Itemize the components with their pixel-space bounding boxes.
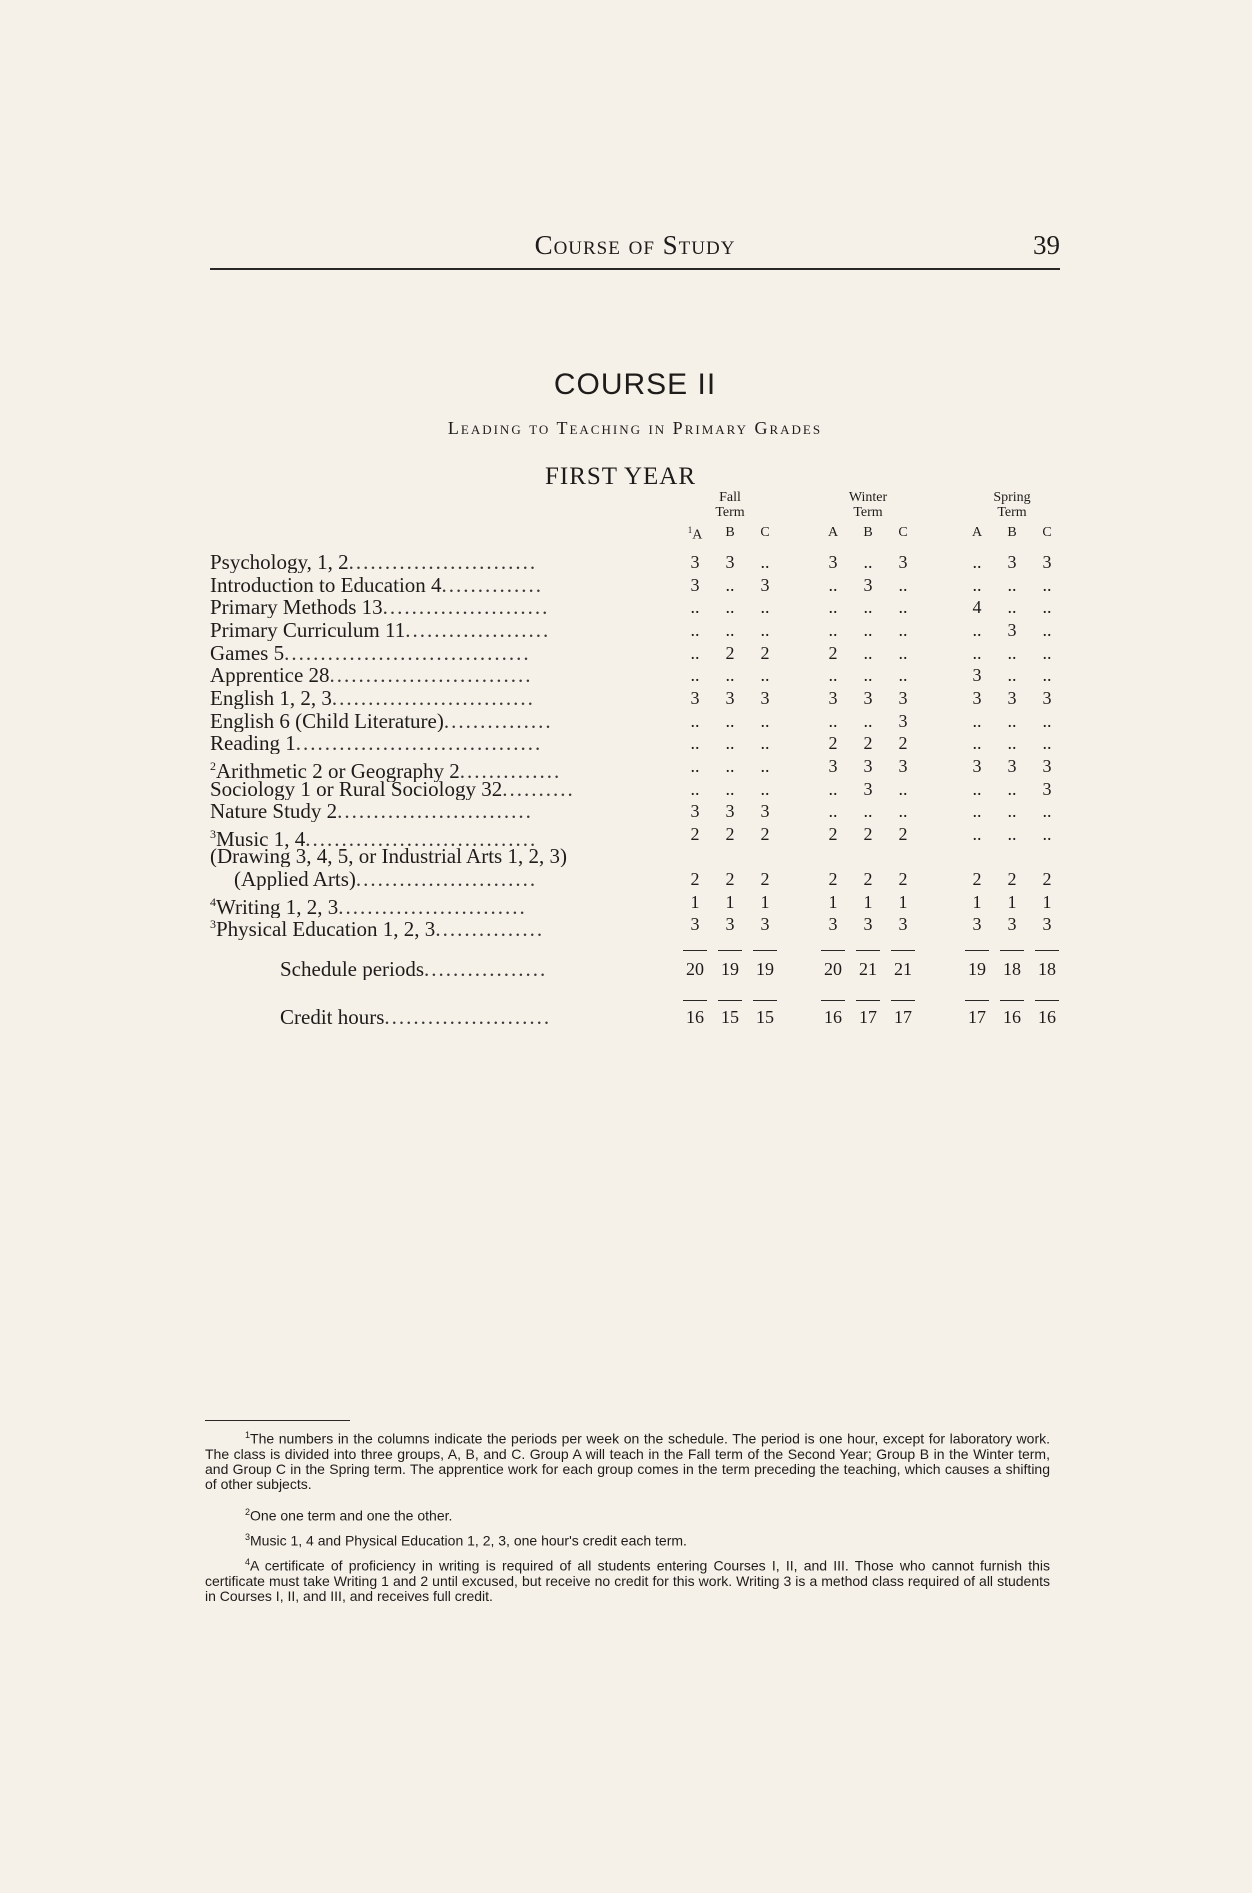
subject-name: Reading 1 xyxy=(210,732,296,755)
leader-dots: ................................ xyxy=(305,826,538,850)
hours-cell: 3 xyxy=(972,687,982,708)
hours-cell: .. xyxy=(1007,665,1017,686)
hours-cell: .. xyxy=(863,597,873,618)
hours-cell: .. xyxy=(725,619,735,640)
hours-cell: 1 xyxy=(690,891,700,912)
hours-cell: .. xyxy=(828,597,838,618)
term-header-fall xyxy=(675,490,785,520)
total-cell: 16 xyxy=(686,1007,704,1027)
column-rule xyxy=(753,950,777,951)
leader-dots: .............. xyxy=(459,758,562,782)
hours-cell: .. xyxy=(828,574,838,595)
hours-cell: .. xyxy=(690,755,700,776)
hours-cell: .. xyxy=(1042,733,1052,754)
hours-cell: 1 xyxy=(972,891,982,912)
hours-cell: 2 xyxy=(898,869,908,890)
subject-row-label xyxy=(210,710,670,732)
total-cell: 21 xyxy=(859,959,877,979)
total-cell: 15 xyxy=(756,1007,774,1027)
hours-cell: 3 xyxy=(972,665,982,686)
footnote-mark: 4 xyxy=(245,1557,251,1567)
hours-cell: .. xyxy=(690,778,700,799)
hours-cell: 3 xyxy=(898,552,908,572)
total-cell: 17 xyxy=(894,1007,912,1027)
column-rule xyxy=(683,1000,707,1001)
total-cell: 18 xyxy=(1038,959,1056,979)
hours-cell: 3 xyxy=(1007,755,1017,776)
total-cell: 20 xyxy=(686,959,704,979)
hours-cell: 2 xyxy=(760,823,770,844)
hours-cell: .. xyxy=(690,597,700,618)
column-rule xyxy=(753,1000,777,1001)
total-cell: 17 xyxy=(859,1007,877,1027)
column-rule xyxy=(891,950,915,951)
hours-cell: 2 xyxy=(828,869,838,890)
leader-dots: .................... xyxy=(405,618,551,641)
hours-cell: .. xyxy=(828,665,838,686)
subject-name: Psychology, 1, 2 xyxy=(210,551,349,573)
total-row-label xyxy=(210,1006,670,1028)
hours-cell: 3 xyxy=(760,687,770,708)
column-rule xyxy=(1035,1000,1059,1001)
leader-dots: ............................ xyxy=(329,664,533,687)
hours-cell: 2 xyxy=(898,733,908,754)
column-rule xyxy=(683,950,707,951)
subject-name: English 1, 2, 3 xyxy=(210,686,332,709)
hours-cell: 3 xyxy=(1007,687,1017,708)
hours-cell: .. xyxy=(1007,801,1017,822)
hours-cell: 3 xyxy=(972,914,982,935)
course-subtitle: Leading to Teaching in Primary Grades xyxy=(447,418,823,438)
subject-name: Nature Study 2 xyxy=(210,800,338,823)
hours-cell: .. xyxy=(828,801,838,822)
hours-cell: 3 xyxy=(898,914,908,935)
total-cell: 21 xyxy=(894,959,912,979)
hours-cell: .. xyxy=(1042,801,1052,822)
hours-cell: 1 xyxy=(898,891,908,912)
hours-cell: 3 xyxy=(690,801,700,822)
total-cell: 16 xyxy=(1038,1007,1056,1027)
hours-cell: 2 xyxy=(1042,869,1052,890)
subject-row-label xyxy=(210,778,670,800)
column-letter-a: $^1$A xyxy=(687,525,703,543)
hours-cell: 3 xyxy=(1042,552,1052,572)
hours-cell: .. xyxy=(898,574,908,595)
hours-cell: .. xyxy=(863,710,873,731)
term-name: Winter xyxy=(848,490,888,505)
hours-cell: 3 xyxy=(828,552,838,572)
subject-row-label xyxy=(210,642,670,664)
total-cell: 15 xyxy=(721,1007,739,1027)
hours-cell: .. xyxy=(1007,597,1017,618)
hours-cell: 2 xyxy=(725,642,735,663)
hours-cell: 2 xyxy=(863,733,873,754)
hours-cell: 3 xyxy=(863,778,873,799)
page-number: 39 xyxy=(1033,230,1060,260)
hours-cell: 2 xyxy=(690,823,700,844)
total-cell: 17 xyxy=(968,1007,986,1027)
hours-cell: .. xyxy=(725,665,735,686)
term-label: Term xyxy=(853,505,883,520)
hours-cell: .. xyxy=(1042,597,1052,618)
leader-dots: ............... xyxy=(443,709,553,732)
hours-cell: .. xyxy=(725,597,735,618)
subject-name: Physical Education 1, 2, 3 xyxy=(216,917,436,941)
footnote-text: One one term and one the other. xyxy=(250,1507,453,1524)
hours-cell: .. xyxy=(725,778,735,799)
hours-cell: .. xyxy=(898,778,908,799)
subject-name: (Applied Arts) xyxy=(234,868,356,891)
footnote-3 xyxy=(205,1530,1050,1549)
term-name: Spring xyxy=(993,490,1031,505)
hours-cell: .. xyxy=(828,619,838,640)
hours-cell: 2 xyxy=(1007,869,1017,890)
column-rule xyxy=(1000,1000,1024,1001)
column-rule xyxy=(965,950,989,951)
column-rule xyxy=(891,1000,915,1001)
footnote-mark: 2 xyxy=(245,1507,251,1517)
hours-cell: 3 xyxy=(760,574,770,595)
column-letter-b: B xyxy=(725,525,735,540)
hours-cell: 3 xyxy=(863,914,873,935)
column-letter-c: C xyxy=(1042,525,1052,540)
hours-cell: 3 xyxy=(898,710,908,731)
term-name: Fall xyxy=(719,490,741,505)
hours-cell: .. xyxy=(690,733,700,754)
leader-dots: .................................. xyxy=(284,641,531,664)
subject-name: Writing 1, 2, 3 xyxy=(216,894,339,918)
hours-cell: 3 xyxy=(725,801,735,822)
footnote-mark: 3 xyxy=(245,1532,251,1542)
column-letter-b: B xyxy=(1007,525,1017,540)
leader-dots: .......... xyxy=(502,777,575,800)
footnote-text: A certificate of proficiency in writing is required of all students entering Courses I, II, and III. Those who cannot furnish this certificate must take Writing 1 and 2 until excused, but receive no credit for this work. Writing 3 is a method class required of all students in Courses I, II, and III, and receives full credit. xyxy=(205,1557,1050,1604)
subject-name: Music 1, 4 xyxy=(216,826,306,850)
total-name: Credit hours xyxy=(280,1006,385,1028)
hours-cell: .. xyxy=(760,597,770,618)
total-row-label xyxy=(210,958,670,980)
subject-row-label xyxy=(210,596,670,618)
hours-cell: 2 xyxy=(828,823,838,844)
subject-name: English 6 (Child Literature) xyxy=(210,709,444,732)
hours-cell: .. xyxy=(828,778,838,799)
subject-row-label xyxy=(210,664,670,686)
hours-cell: .. xyxy=(760,619,770,640)
hours-cell: 3 xyxy=(760,801,770,822)
column-letter-c: C xyxy=(760,525,770,540)
hours-cell: .. xyxy=(725,574,735,595)
hours-cell: .. xyxy=(725,733,735,754)
subject-name: Primary Methods 13 xyxy=(210,596,383,619)
hours-cell: 3 xyxy=(725,687,735,708)
hours-cell: 1 xyxy=(863,891,873,912)
hours-cell: .. xyxy=(1042,642,1052,663)
subject-name: Games 5 xyxy=(210,641,285,664)
total-cell: 16 xyxy=(1003,1007,1021,1027)
hours-cell: 1 xyxy=(760,891,770,912)
total-cell: 18 xyxy=(1003,959,1021,979)
footnote-1 xyxy=(205,1428,1050,1492)
hours-cell: .. xyxy=(972,552,982,572)
hours-cell: 3 xyxy=(1042,687,1052,708)
hours-cell: 2 xyxy=(760,642,770,663)
hours-cell: 3 xyxy=(1007,619,1017,640)
hours-cell: 2 xyxy=(725,869,735,890)
hours-cell: .. xyxy=(972,642,982,663)
leader-dots: .................................. xyxy=(295,732,543,755)
subject-name: Sociology 1 or Rural Sociology 32 xyxy=(210,777,503,800)
hours-cell: 3 xyxy=(898,755,908,776)
hours-cell: .. xyxy=(760,710,770,731)
hours-cell: .. xyxy=(725,755,735,776)
hours-cell: .. xyxy=(972,778,982,799)
hours-cell: .. xyxy=(1042,619,1052,640)
column-rule xyxy=(718,1000,742,1001)
hours-cell: .. xyxy=(1042,665,1052,686)
term-header-winter xyxy=(813,490,923,520)
course-title: COURSE II xyxy=(553,368,717,401)
hours-cell: .. xyxy=(1007,574,1017,595)
footnote-2 xyxy=(205,1505,1050,1524)
footnote-divider xyxy=(205,1420,350,1421)
hours-cell: .. xyxy=(1007,823,1017,844)
leader-dots: .......................... xyxy=(338,894,527,918)
total-cell: 16 xyxy=(824,1007,842,1027)
subject-row-label xyxy=(210,732,670,754)
footnote-text: The numbers in the columns indicate the periods per week on the schedule. The period is one hour, except for laboratory work. The class is divided into three groups, A, B, and C. Group A will teach in the Fall term of the Second Year; Group B in the Winter term, and Group C in the Spring term. The apprentice work for each group comes in the term preceding the teaching, which causes a shifting of other subjects. xyxy=(205,1430,1050,1492)
hours-cell: .. xyxy=(972,574,982,595)
subject-row-label xyxy=(210,913,670,940)
hours-cell: .. xyxy=(690,710,700,731)
subject-name: Introduction to Education 4 xyxy=(210,573,442,596)
hours-cell: 3 xyxy=(863,687,873,708)
hours-cell: .. xyxy=(972,733,982,754)
subject-name: (Drawing 3, 4, 5, or Industrial Arts 1, 2, 3) xyxy=(210,845,567,868)
hours-cell: 3 xyxy=(1007,552,1017,572)
hours-cell: 2 xyxy=(898,823,908,844)
hours-cell: 4 xyxy=(972,597,982,618)
hours-cell: 2 xyxy=(828,642,838,663)
footnote-mark: 3 xyxy=(210,917,216,932)
hours-cell: 3 xyxy=(898,687,908,708)
leader-dots: ............................ xyxy=(331,686,535,709)
hours-cell: .. xyxy=(863,619,873,640)
hours-cell: .. xyxy=(898,619,908,640)
leader-dots: .............. xyxy=(441,573,544,596)
total-cell: 19 xyxy=(756,959,774,979)
column-rule xyxy=(856,950,880,951)
hours-cell: .. xyxy=(1007,710,1017,731)
subject-name: Apprentice 28 xyxy=(210,664,330,687)
footnote-4 xyxy=(205,1555,1050,1604)
hours-cell: .. xyxy=(972,801,982,822)
hours-cell: 2 xyxy=(725,823,735,844)
hours-cell: .. xyxy=(972,823,982,844)
term-label: Term xyxy=(997,505,1027,520)
hours-cell: .. xyxy=(972,619,982,640)
hours-cell: .. xyxy=(863,552,873,572)
hours-cell: 2 xyxy=(863,869,873,890)
hours-cell: 3 xyxy=(828,755,838,776)
total-cell: 20 xyxy=(824,959,842,979)
hours-cell: .. xyxy=(1042,823,1052,844)
hours-cell: .. xyxy=(1007,642,1017,663)
leader-dots: ................. xyxy=(424,958,548,980)
hours-cell: .. xyxy=(972,710,982,731)
hours-cell: 2 xyxy=(828,733,838,754)
footnote-mark: 4 xyxy=(210,894,216,909)
footnote-mark: 1 xyxy=(245,1430,251,1440)
hours-cell: 3 xyxy=(1042,914,1052,935)
hours-cell: .. xyxy=(1042,710,1052,731)
leader-dots: .......................... xyxy=(348,551,538,573)
term-label: Term xyxy=(715,505,745,520)
subject-row-label xyxy=(210,845,670,867)
hours-cell: .. xyxy=(898,801,908,822)
column-letter-b: B xyxy=(863,525,873,540)
hours-cell: 1 xyxy=(828,891,838,912)
hours-cell: 3 xyxy=(690,914,700,935)
hours-cell: .. xyxy=(898,597,908,618)
hours-cell: 3 xyxy=(725,552,735,572)
subject-row-label xyxy=(210,551,670,573)
column-letter-a: A xyxy=(827,525,839,540)
column-letter-c: C xyxy=(898,525,908,540)
footnote-mark: 1 xyxy=(687,525,693,535)
leader-dots: ............... xyxy=(435,917,545,941)
footnote-mark: 3 xyxy=(210,826,216,841)
hours-cell: .. xyxy=(690,619,700,640)
hours-cell: .. xyxy=(690,642,700,663)
total-cell: 19 xyxy=(721,959,739,979)
hours-cell: 2 xyxy=(863,823,873,844)
hours-cell: .. xyxy=(760,552,770,572)
hours-cell: .. xyxy=(863,642,873,663)
hours-cell: 3 xyxy=(760,914,770,935)
hours-cell: .. xyxy=(760,755,770,776)
subject-name: Primary Curriculum 11 xyxy=(210,618,406,641)
hours-cell: 3 xyxy=(1007,914,1017,935)
subject-row-label xyxy=(210,868,694,890)
year-title: FIRST YEAR xyxy=(545,463,697,490)
column-rule xyxy=(965,1000,989,1001)
leader-dots: ....................... xyxy=(384,1006,552,1028)
footnote-text: Music 1, 4 and Physical Education 1, 2, 3, one hour's credit each term. xyxy=(250,1532,687,1549)
hours-cell: 3 xyxy=(863,574,873,595)
total-name: Schedule periods xyxy=(280,958,425,980)
total-cell: 19 xyxy=(968,959,986,979)
subject-row-label xyxy=(210,800,670,822)
hours-cell: .. xyxy=(898,665,908,686)
column-rule xyxy=(1000,950,1024,951)
hours-cell: .. xyxy=(863,665,873,686)
hours-cell: 3 xyxy=(1042,778,1052,799)
hours-cell: 3 xyxy=(1042,755,1052,776)
hours-cell: 1 xyxy=(1042,891,1052,912)
hours-cell: .. xyxy=(690,665,700,686)
term-header-spring xyxy=(957,490,1067,520)
hours-cell: 3 xyxy=(828,687,838,708)
leader-dots: ........................... xyxy=(337,800,533,823)
hours-cell: .. xyxy=(1007,733,1017,754)
hours-cell: 2 xyxy=(690,869,700,890)
subject-row-label xyxy=(210,574,670,596)
hours-cell: 3 xyxy=(690,552,700,572)
hours-cell: .. xyxy=(760,665,770,686)
hours-cell: 3 xyxy=(690,687,700,708)
subject-row-label xyxy=(210,619,670,641)
hours-cell: .. xyxy=(863,801,873,822)
hours-cell: 3 xyxy=(972,755,982,776)
hours-cell: .. xyxy=(828,710,838,731)
leader-dots: ......................... xyxy=(355,868,538,891)
hours-cell: 3 xyxy=(828,914,838,935)
hours-cell: 1 xyxy=(725,891,735,912)
subject-name: Arithmetic 2 or Geography 2 xyxy=(216,758,460,782)
column-rule xyxy=(821,950,845,951)
hours-cell: 3 xyxy=(690,574,700,595)
column-letter-a: A xyxy=(971,525,983,540)
hours-cell: .. xyxy=(1007,778,1017,799)
hours-cell: 2 xyxy=(972,869,982,890)
column-rule xyxy=(718,950,742,951)
hours-cell: .. xyxy=(1042,574,1052,595)
footnote-mark: 2 xyxy=(210,758,216,773)
subject-row-label xyxy=(210,687,670,709)
hours-cell: 3 xyxy=(863,755,873,776)
hours-cell: 1 xyxy=(1007,891,1017,912)
hours-cell: 3 xyxy=(725,914,735,935)
column-rule xyxy=(821,1000,845,1001)
running-title: Course of Study xyxy=(534,230,736,260)
hours-cell: .. xyxy=(725,710,735,731)
hours-cell: .. xyxy=(898,642,908,663)
running-header xyxy=(210,226,1060,270)
hours-cell: 2 xyxy=(760,869,770,890)
column-rule xyxy=(1035,950,1059,951)
hours-cell: .. xyxy=(760,733,770,754)
hours-cell: .. xyxy=(760,778,770,799)
leader-dots: ....................... xyxy=(382,596,550,619)
column-rule xyxy=(856,1000,880,1001)
